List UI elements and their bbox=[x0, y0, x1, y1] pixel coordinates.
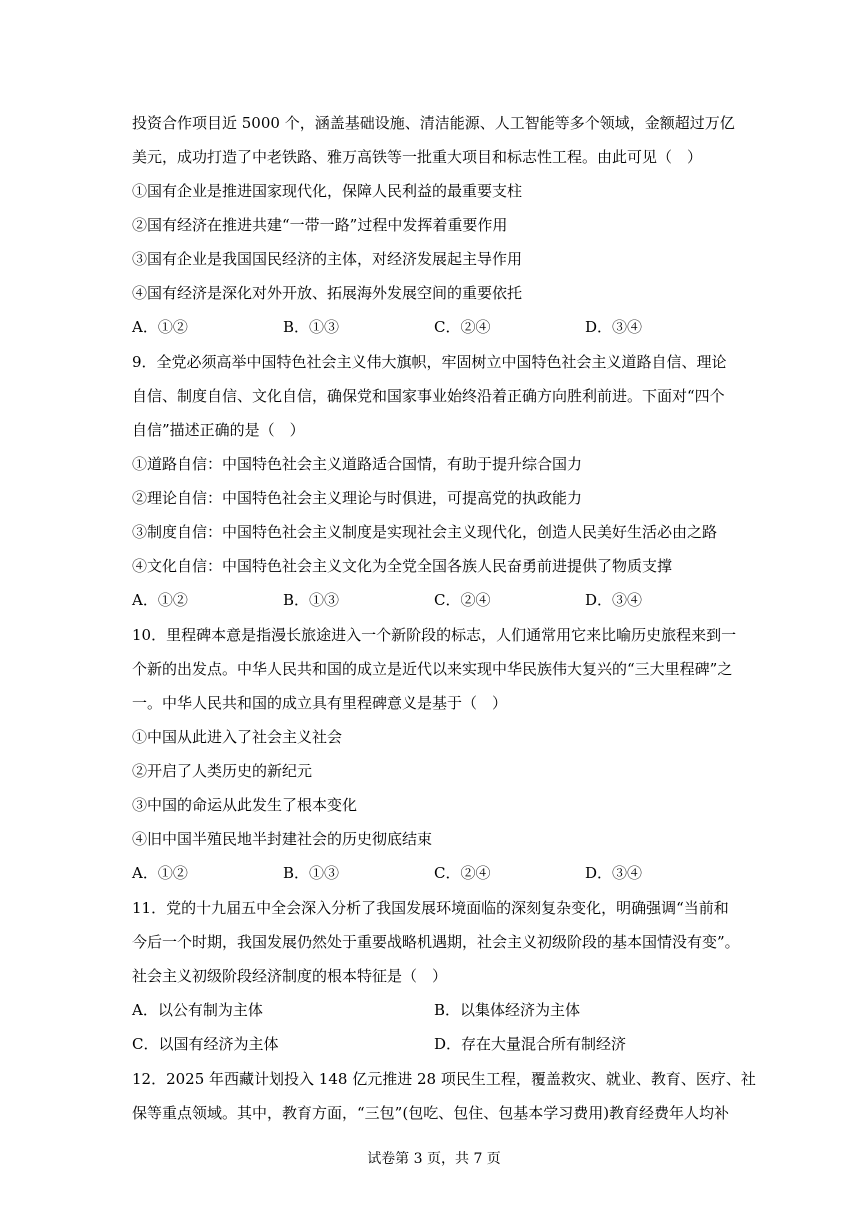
q10-stem-line: 个新的出发点。中华人民共和国的成立是近代以来实现中华民族伟大复兴的“三大里程碑”之 bbox=[132, 660, 733, 678]
option-a[interactable]: A．①② bbox=[132, 318, 188, 336]
q10-stem-line: 一。中华人民共和国的成立具有里程碑意义是基于（ ） bbox=[132, 694, 508, 712]
option-d[interactable]: D．③④ bbox=[585, 591, 643, 609]
q12-stem-line: 12．2025 年西藏计划投入 148 亿元推进 28 项民生工程，覆盖救灾、就业、教育、医疗、社 bbox=[132, 1070, 756, 1088]
option-c[interactable]: C．②④ bbox=[434, 864, 491, 882]
option-a[interactable]: A．以公有制为主体 bbox=[132, 1001, 263, 1019]
q10-item: ①中国从此进入了社会主义社会 bbox=[132, 728, 343, 746]
q9-stem-line: 自信”描述正确的是（ ） bbox=[132, 421, 305, 439]
option-d[interactable]: D．存在大量混合所有制经济 bbox=[434, 1035, 627, 1053]
q8-item: ③国有企业是我国国民经济的主体，对经济发展起主导作用 bbox=[132, 250, 523, 268]
q11-stem-line: 今后一个时期，我国发展仍然处于重要战略机遇期，社会主义初级阶段的基本国情没有变”。 bbox=[132, 933, 740, 951]
q9-stem-line: 9．全党必须高举中国特色社会主义伟大旗帜，牢固树立中国特色社会主义道路自信、理论 bbox=[132, 353, 727, 371]
q8-stem-line: 投资合作项目近 5000 个，涵盖基础设施、清洁能源、人工智能等多个领域，金额超过万亿 bbox=[132, 114, 735, 132]
q9-item: ①道路自信：中国特色社会主义道路适合国情，有助于提升综合国力 bbox=[132, 455, 583, 473]
q10-item: ③中国的命运从此发生了根本变化 bbox=[132, 796, 358, 814]
option-b[interactable]: B．①③ bbox=[283, 318, 340, 336]
option-c[interactable]: C．②④ bbox=[434, 591, 491, 609]
q8-item: ①国有企业是推进国家现代化，保障人民利益的最重要支柱 bbox=[132, 182, 523, 200]
q12-stem-line: 保等重点领域。其中，教育方面，“三包”(包吃、包住、包基本学习费用)教育经费年人均补 bbox=[132, 1104, 730, 1122]
option-a[interactable]: A．①② bbox=[132, 864, 188, 882]
q10-stem-line: 10．里程碑本意是指漫长旅途进入一个新阶段的标志，人们通常用它来比喻历史旅程来到一 bbox=[132, 626, 737, 644]
option-d[interactable]: D．③④ bbox=[585, 864, 643, 882]
option-c[interactable]: C．以国有经济为主体 bbox=[132, 1035, 279, 1053]
q11-stem-line: 社会主义初级阶段经济制度的根本特征是（ ） bbox=[132, 967, 448, 985]
q10-item: ④旧中国半殖民地半封建社会的历史彻底结束 bbox=[132, 830, 433, 848]
q8-stem-line: 美元，成功打造了中老铁路、雅万高铁等一批重大项目和标志性工程。由此可见（ ） bbox=[132, 148, 703, 166]
option-a[interactable]: A．①② bbox=[132, 591, 188, 609]
q8-item: ④国有经济是深化对外开放、拓展海外发展空间的重要依托 bbox=[132, 284, 523, 302]
q9-stem-line: 自信、制度自信、文化自信，确保党和国家事业始终沿着正确方向胜利前进。下面对“四个 bbox=[132, 387, 725, 405]
q9-item: ④文化自信：中国特色社会主义文化为全党全国各族人民奋勇前进提供了物质支撑 bbox=[132, 557, 673, 575]
q9-item: ③制度自信：中国特色社会主义制度是实现社会主义现代化，创造人民美好生活必由之路 bbox=[132, 523, 718, 541]
q9-item: ②理论自信：中国特色社会主义理论与时俱进，可提高党的执政能力 bbox=[132, 489, 583, 507]
option-b[interactable]: B．以集体经济为主体 bbox=[434, 1001, 581, 1019]
q8-item: ②国有经济在推进共建“一带一路”过程中发挥着重要作用 bbox=[132, 216, 508, 234]
page-footer: 试卷第 3 页，共 7 页 bbox=[367, 1151, 501, 1167]
option-c[interactable]: C．②④ bbox=[434, 318, 491, 336]
q11-stem-line: 11．党的十九届五中全会深入分析了我国发展环境面临的深刻复杂变化，明确强调“当前和 bbox=[132, 899, 729, 917]
option-d[interactable]: D．③④ bbox=[585, 318, 643, 336]
option-b[interactable]: B．①③ bbox=[283, 591, 340, 609]
option-b[interactable]: B．①③ bbox=[283, 864, 340, 882]
q10-item: ②开启了人类历史的新纪元 bbox=[132, 762, 313, 780]
